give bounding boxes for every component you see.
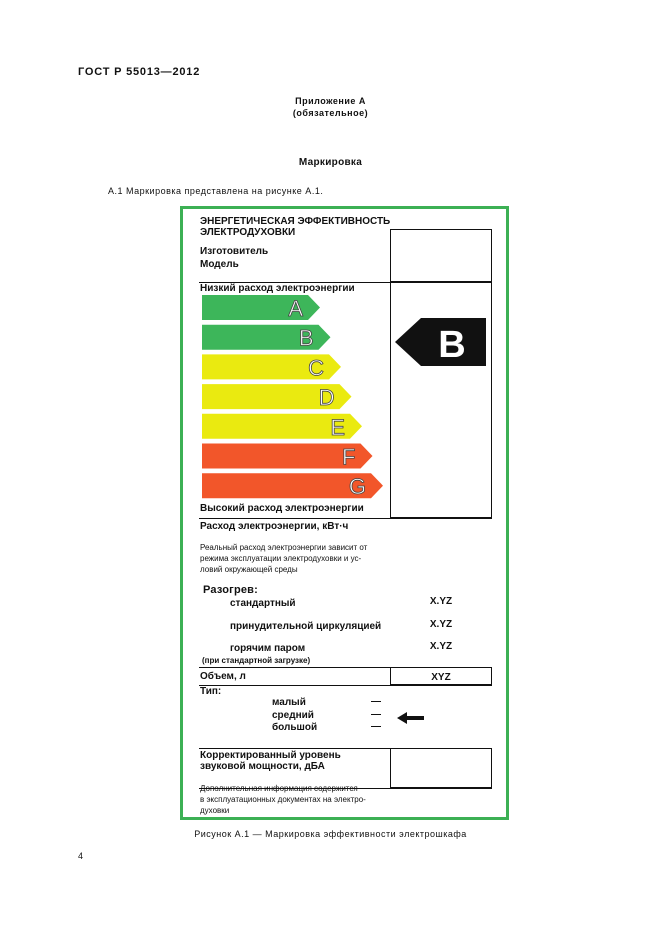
appendix-note: (обязательное) — [292, 108, 369, 118]
manufacturer-value-box — [390, 229, 492, 282]
type-label: Тип: — [200, 686, 222, 697]
type-medium-label: средний — [272, 710, 314, 721]
high-consumption-label: Высокий расход электроэнергии — [200, 503, 364, 514]
current-class-letter: B — [438, 324, 466, 366]
divider — [199, 748, 492, 749]
divider — [199, 518, 492, 519]
efficiency-scale — [195, 290, 395, 505]
intro-text: А.1 Маркировка представлена на рисунке А.1. — [108, 186, 324, 196]
efficiency-letter-a: A — [288, 296, 303, 321]
manufacturer-label: Изготовитель — [200, 246, 269, 257]
volume-value: XYZ — [431, 672, 451, 683]
label-title-line1: ЭНЕРГЕТИЧЕСКАЯ ЭФФЕКТИВНОСТЬ — [200, 216, 391, 227]
efficiency-letter-g: G — [348, 474, 366, 500]
document-code: ГОСТ Р 55013—2012 — [78, 66, 201, 78]
info-line2: в эксплуатационных документах на электро- — [200, 795, 366, 804]
divider — [199, 667, 492, 668]
heating-forced-label: принудительной циркуляцией — [230, 621, 382, 632]
noise-value-box — [390, 748, 492, 788]
consumption-label: Расход электроэнергии, кВт·ч — [200, 521, 349, 532]
heating-label: Разогрев: — [203, 584, 259, 596]
heating-forced-value: X.YZ — [429, 619, 453, 630]
divider — [199, 685, 492, 686]
model-label: Модель — [200, 259, 239, 270]
type-large-label: большой — [272, 722, 318, 733]
label-title-line2: ЭЛЕКТРОДУХОВКИ — [200, 227, 296, 238]
type-large-dash: — — [371, 721, 381, 732]
section-title: Маркировка — [298, 157, 363, 168]
heating-steam-value: X.YZ — [429, 641, 453, 652]
real-consumption-line3: ловий окружающей среды — [200, 565, 298, 574]
low-consumption-label: Низкий расход электроэнергии — [200, 283, 355, 294]
noise-label-line1: Корректированный уровень — [200, 750, 341, 761]
efficiency-letter-c: C — [308, 355, 324, 381]
efficiency-letter-b: B — [298, 325, 314, 351]
efficiency-letter-f: F — [342, 444, 356, 470]
appendix-title: Приложение А — [295, 96, 366, 106]
volume-label: Объем, л — [200, 671, 246, 682]
page-number: 4 — [78, 851, 84, 861]
arrow-left-icon — [396, 711, 426, 725]
type-medium-dash: — — [371, 709, 381, 720]
heating-standard-label: стандартный — [230, 598, 296, 609]
type-small-dash: — — [371, 696, 381, 707]
standard-load-note: (при стандартной загрузке) — [202, 656, 311, 665]
figure-caption: Рисунок А.1 — Маркировка эффективности электрошкафа — [194, 829, 467, 839]
efficiency-letter-e: E — [330, 414, 345, 440]
info-line3: духовки — [200, 806, 230, 815]
heating-standard-value: X.YZ — [429, 596, 453, 607]
type-small-label: малый — [272, 697, 306, 708]
current-class-indicator — [393, 316, 488, 368]
info-line1: Дополнительная информация содержится — [200, 784, 358, 793]
heating-steam-label: горячим паром — [230, 643, 306, 654]
real-consumption-line2: режима эксплуатации электродуховки и ус- — [200, 554, 362, 563]
efficiency-letter-d: D — [318, 385, 335, 411]
noise-label-line2: звуковой мощности, дБА — [200, 761, 325, 772]
real-consumption-line1: Реальный расход электроэнергии зависит от — [200, 543, 368, 552]
